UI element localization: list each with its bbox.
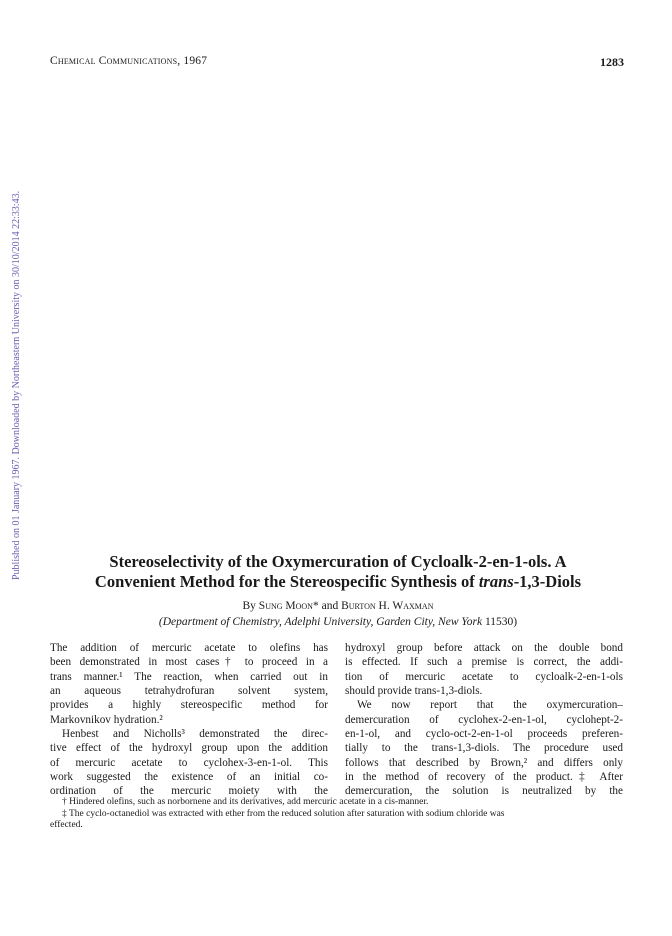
title-trans: trans bbox=[478, 572, 514, 591]
body-line: trans manner.¹ The reaction, when carried out in bbox=[50, 670, 328, 683]
body-line: is effected. If such a premise is correct, the addi- bbox=[345, 656, 623, 669]
body-column-right bbox=[345, 641, 623, 799]
body-line: Henbest and Nicholls³ demonstrated the direc- bbox=[62, 728, 328, 741]
body-line: Markovnikov hydration.² bbox=[50, 713, 163, 726]
body-line: tion of mercuric acetate to cycloalk-2-en-1-ols bbox=[345, 670, 623, 683]
body-line: hydroxyl group before attack on the double bond bbox=[345, 642, 623, 654]
article-title bbox=[40, 552, 636, 592]
running-head: Chemical Communications, 1967 bbox=[50, 55, 208, 67]
body-line: We now report that the oxymercuration– bbox=[357, 699, 623, 712]
body-line: of mercuric acetate to cyclohex-3-en-1-ol. This bbox=[50, 756, 328, 769]
footnote-dagger: † Hindered olefins, such as norbornene and its derivatives, add mercuric acetate in a cis-manner. bbox=[62, 797, 429, 807]
footnote-double-dagger: ‡ The cyclo-octanediol was extracted with ether from the reduced solution after saturation with sodium chloride was bbox=[62, 808, 505, 819]
body-line: tive effect of the hydroxyl group upon the addition bbox=[50, 742, 328, 755]
body-column-left bbox=[50, 641, 328, 799]
body-line: demercuration of cyclohex-2-en-1-ol, cyclohept-2- bbox=[345, 713, 623, 726]
author-name: Burton H. Waxman bbox=[341, 600, 434, 612]
body-line: The addition of mercuric acetate to olefins has bbox=[50, 642, 328, 654]
title-line-2: Convenient Method for the Stereospecific Synthesis of trans-1,3-Diols bbox=[94, 572, 582, 591]
body-line: an aqueous tetrahydrofuran solvent system, bbox=[50, 685, 328, 698]
body-line: en-1-ol, and cyclo-oct-2-en-1-ol proceeds preferen- bbox=[345, 728, 623, 741]
body-line: ordination of the mercuric moiety with the bbox=[50, 785, 328, 798]
body-line: follows that described by Brown,² and differs only bbox=[345, 756, 623, 769]
body-line: been demonstrated in most cases† to proceed in a bbox=[50, 656, 328, 669]
affiliation: (Department of Chemistry, Adelphi University, Garden City, New York 11530) bbox=[158, 616, 518, 628]
author-name: Sung Moon* bbox=[258, 600, 319, 612]
download-notice: Published on 01 January 1967. Downloaded by Northeastern University on 30/10/2014 22:33:43. bbox=[11, 190, 22, 580]
body-line: should provide trans-1,3-diols. bbox=[345, 685, 483, 698]
footnote-double-dagger-cont: effected. bbox=[50, 820, 83, 830]
download-sidebar bbox=[0, 0, 22, 936]
page-number: 1283 bbox=[600, 55, 624, 69]
author-line: By Sung Moon* and Burton H. Waxman bbox=[242, 600, 434, 612]
footnotes bbox=[50, 797, 630, 832]
body-line: tially to the trans-1,3-diols. The procedure used bbox=[345, 742, 623, 755]
title-line-1: Stereoselectivity of the Oxymercuration of Cycloalk-2-en-1-ols. A bbox=[109, 552, 567, 571]
body-line: provides a highly stereospecific method for bbox=[50, 699, 328, 712]
body-line: demercuration, the solution is neutralized by the bbox=[345, 785, 623, 798]
body-line: work suggested the existence of an initial co- bbox=[50, 771, 328, 784]
body-line: in the method of recovery of the product.‡ After bbox=[345, 771, 623, 784]
